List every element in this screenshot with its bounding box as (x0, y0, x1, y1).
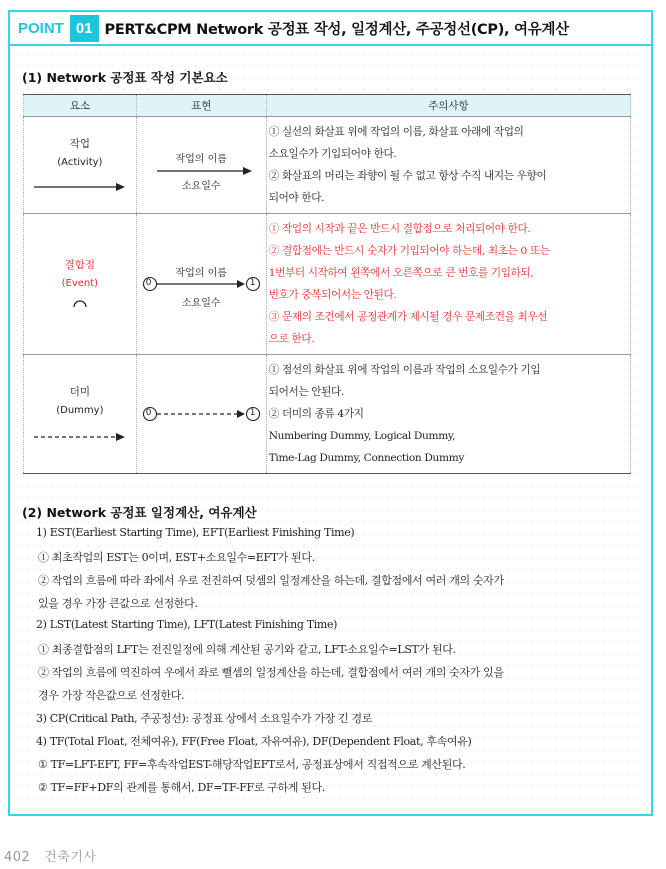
activity-arrow-icon (30, 180, 130, 194)
note-line: ① 점선의 화살표 위에 작업의 이름과 작업의 소요일수가 기입 (268, 364, 541, 376)
table-row (24, 355, 631, 474)
schedule-line: 2) LST(Latest Starting Time), LFT(Latest Finishing Time) (36, 618, 338, 631)
event-arrow-icon (141, 276, 263, 292)
diagram-cell (136, 117, 266, 214)
table-row (24, 214, 631, 355)
note-line: Time-Lag Dummy, Connection Dummy (268, 452, 465, 464)
element-sub: (Activity) (57, 156, 103, 168)
element-cell (24, 117, 137, 214)
page-footer (4, 846, 96, 865)
schedule-line: ① 최종결합점의 LFT는 전진일정에 의해 계산된 공기와 같고, LFT-소요일수=LST가 된다. (38, 643, 456, 656)
dummy-arrow-icon (141, 406, 263, 422)
element-sub: (Dummy) (56, 404, 104, 416)
node-start-label: 0 (145, 278, 152, 288)
dummy-arrow-icon (30, 430, 130, 444)
note-line: ① 실선의 화살표 위에 작업의 이름, 화살표 아래에 작업의 (268, 126, 524, 138)
point-number: 01 (70, 15, 99, 42)
schedule-line: ① 최초작업의 EST는 0이며, EST+소요일수=EFT가 된다. (38, 551, 315, 564)
note-line: 번호가 중복되어서는 안된다. (268, 289, 397, 301)
diagram-duration: 소요일수 (181, 298, 221, 309)
element-sub: (Event) (61, 277, 99, 289)
diagram-cell (136, 355, 266, 474)
schedule-line: 1) EST(Earliest Starting Time), EFT(Earliest Finishing Time) (36, 526, 355, 539)
element-name: 결합점 (64, 258, 96, 271)
diagram-activity-name: 작업의 이름 (175, 154, 227, 165)
point-title: PERT&CPM Network 공정표 작성, 일정계산, 주공정선(CP), 여유계산 (104, 21, 569, 38)
note-line: ② 더미의 종류 4가지 (268, 408, 364, 420)
note-line: ② 결합점에는 반드시 숫자가 기입되어야 하는데, 최초는 0 또는 (268, 245, 550, 257)
node-circle-icon (70, 295, 90, 311)
page-frame (8, 10, 653, 816)
schedule-line: 4) TF(Total Float, 전체여유), FF(Free Float, 자유여유), DF(Dependent Float, 후속여유) (36, 735, 472, 748)
table-row (24, 117, 631, 214)
elements-table (23, 94, 631, 474)
element-name: 더미 (69, 385, 90, 398)
node-start-label: 0 (145, 408, 152, 418)
note-line: ③ 문제의 조건에서 공정관계가 제시될 경우 문제조건을 최우선 (268, 311, 548, 323)
note-line: ② 화살표의 머리는 좌향이 될 수 없고 항상 수직 내지는 우향이 (268, 170, 547, 182)
schedule-line: ② 작업의 흐름에 역진하여 우에서 좌로 뺄셈의 일정계산을 하는데, 결합점에서 여러 개의 숫자가 있을 (38, 666, 504, 679)
diagram-cell (136, 214, 266, 355)
note-line: Numbering Dummy, Logical Dummy, (268, 430, 456, 442)
note-line: 소요일수가 기입되어야 한다. (268, 148, 397, 160)
note-line: 되어야 한다. (268, 192, 325, 204)
schedule-line: 경우 가장 작은값으로 선정한다. (38, 689, 185, 702)
section2-title: (2) Network 공정표 일정계산, 여유계산 (22, 505, 257, 520)
note-line: 되어서는 안된다. (268, 386, 344, 398)
section1-title: (1) Network 공정표 작성 기본요소 (22, 70, 228, 85)
notes-cell (266, 355, 630, 474)
notes-cell (266, 117, 630, 214)
diagram-activity-name: 작업의 이름 (175, 268, 227, 279)
column-header: 표현 (136, 95, 266, 117)
note-line: 1번부터 시작하여 왼쪽에서 오른쪽으로 큰 번호를 기입하되, (268, 267, 534, 279)
element-cell (24, 214, 137, 355)
schedule-line: ① TF=LFT-EFT, FF=후속작업EST-해당작업EFT로서, 공정표상에서 직접적으로 계산된다. (38, 758, 466, 771)
diagram-duration: 소요일수 (181, 181, 221, 192)
element-name: 작업 (69, 137, 90, 150)
notes-cell (266, 214, 630, 355)
schedule-line: ② TF=FF+DF의 관계를 통해서, DF=TF-FF로 구하게 된다. (38, 781, 325, 794)
table-header-row (24, 95, 631, 117)
activity-arrow-icon (157, 165, 257, 177)
point-label: POINT (18, 19, 64, 37)
node-end-label: 1 (249, 408, 256, 418)
column-header: 요소 (24, 95, 137, 117)
note-line: ① 작업의 시작과 끝은 반드시 결합점으로 처리되어야 한다. (268, 223, 531, 235)
point-header (10, 12, 651, 46)
book-title: 건축기사 (44, 850, 97, 865)
column-header: 주의사항 (266, 95, 630, 117)
schedule-line: 3) CP(Critical Path, 주공정선): 공정표 상에서 소요일수가 가장 긴 경로 (36, 712, 373, 725)
element-cell (24, 355, 137, 474)
note-line: 으로 한다. (268, 333, 315, 345)
page-number: 402 (4, 850, 31, 865)
schedule-line: 있을 경우 가장 큰값으로 선정한다. (38, 597, 198, 610)
schedule-line: ② 작업의 흐름에 따라 좌에서 우로 전진하여 덧셈의 일정계산을 하는데, 결합점에서 여러 개의 숫자가 (38, 574, 504, 587)
node-end-label: 1 (249, 278, 256, 288)
